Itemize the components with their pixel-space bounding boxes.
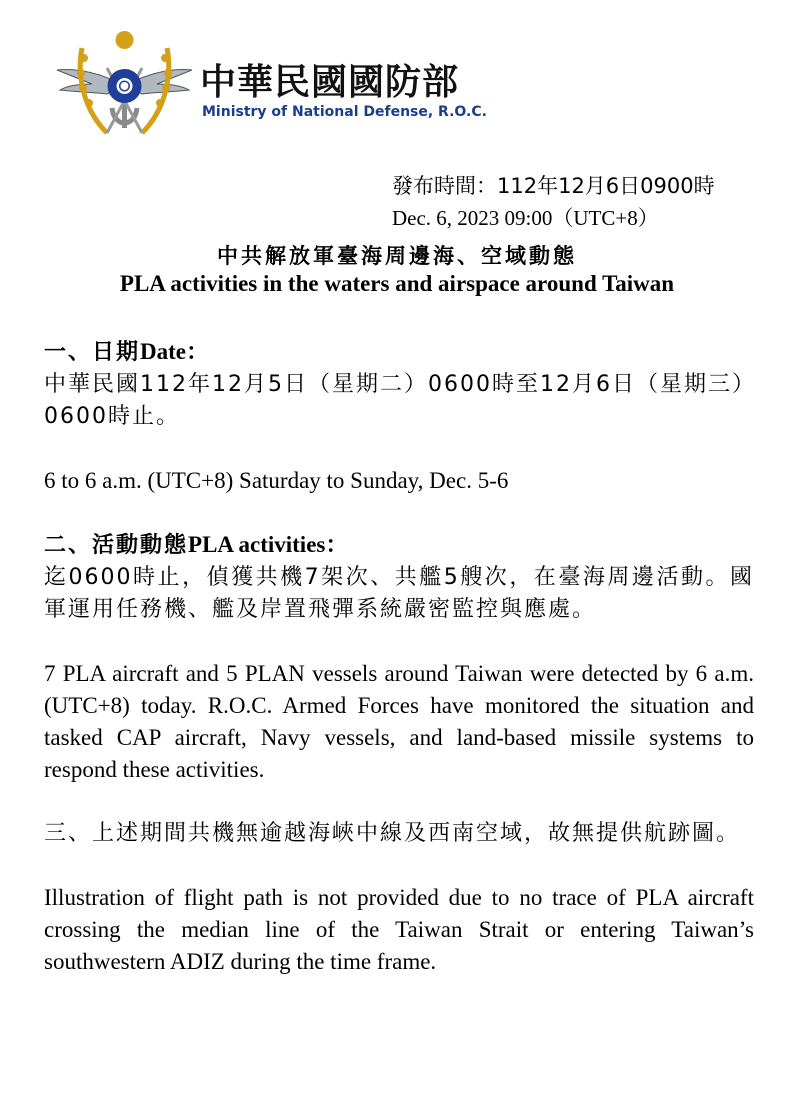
flight-path-text-zh: 三、上述期間共機無逾越海峽中線及西南空域，故無提供航跡圖。 <box>44 821 741 846</box>
activities-text-en: 7 PLA aircraft and 5 PLAN vessels around Taiwan were detected by 6 a.m.(UTC+8) today. R.O.C. Armed Forces have monitored the situation and tasked CAP aircraft, Navy vessels, and land-based missile systems to respond these activities. <box>44 661 754 782</box>
date-text-en: 6 to 6 a.m. (UTC+8) Saturday to Sunday, Dec. 5-6 <box>44 468 509 493</box>
document-body <box>44 336 754 978</box>
page-title-en: PLA activities in the waters and airspace around Taiwan <box>119 271 675 296</box>
release-time <box>392 170 715 234</box>
release-time-en: Dec. 6, 2023 09:00（UTC+8） <box>392 206 659 230</box>
date-heading-en: Date： <box>140 339 209 364</box>
flight-path-text-en: Illustration of flight path is not provided due to no trace of PLA aircraft crossing the median line of the Taiwan Strait or entering Taiwan’s southwestern ADIZ during the time frame. <box>44 885 754 974</box>
activities-heading-en: PLA activities： <box>188 532 349 557</box>
date-heading-zh: 一、日期 <box>44 340 141 365</box>
letterhead <box>52 28 512 148</box>
org-name-en: Ministry of National Defense, R.O.C. <box>202 104 487 120</box>
date-heading <box>44 336 754 369</box>
org-name-zh: 中華民國國防部 <box>200 62 460 103</box>
mnd-emblem-icon <box>52 28 197 146</box>
release-time-zh: 發布時間：112年12月6日0900時 <box>392 174 715 198</box>
activities-text-zh: 迄0600時止，偵獲共機7架次、共艦5艘次，在臺海周邊活動。國軍運用任務機、艦及岸置飛彈系統嚴密監控與應處。 <box>44 565 754 622</box>
page-title-zh: 中共解放軍臺海周邊海、空域動態 <box>217 244 577 268</box>
activities-heading-zh: 二、活動動態 <box>44 533 189 558</box>
activities-heading <box>44 529 754 562</box>
date-text-zh: 中華民國112年12月5日（星期二）0600時至12月6日（星期三）0600時止。 <box>44 372 745 429</box>
